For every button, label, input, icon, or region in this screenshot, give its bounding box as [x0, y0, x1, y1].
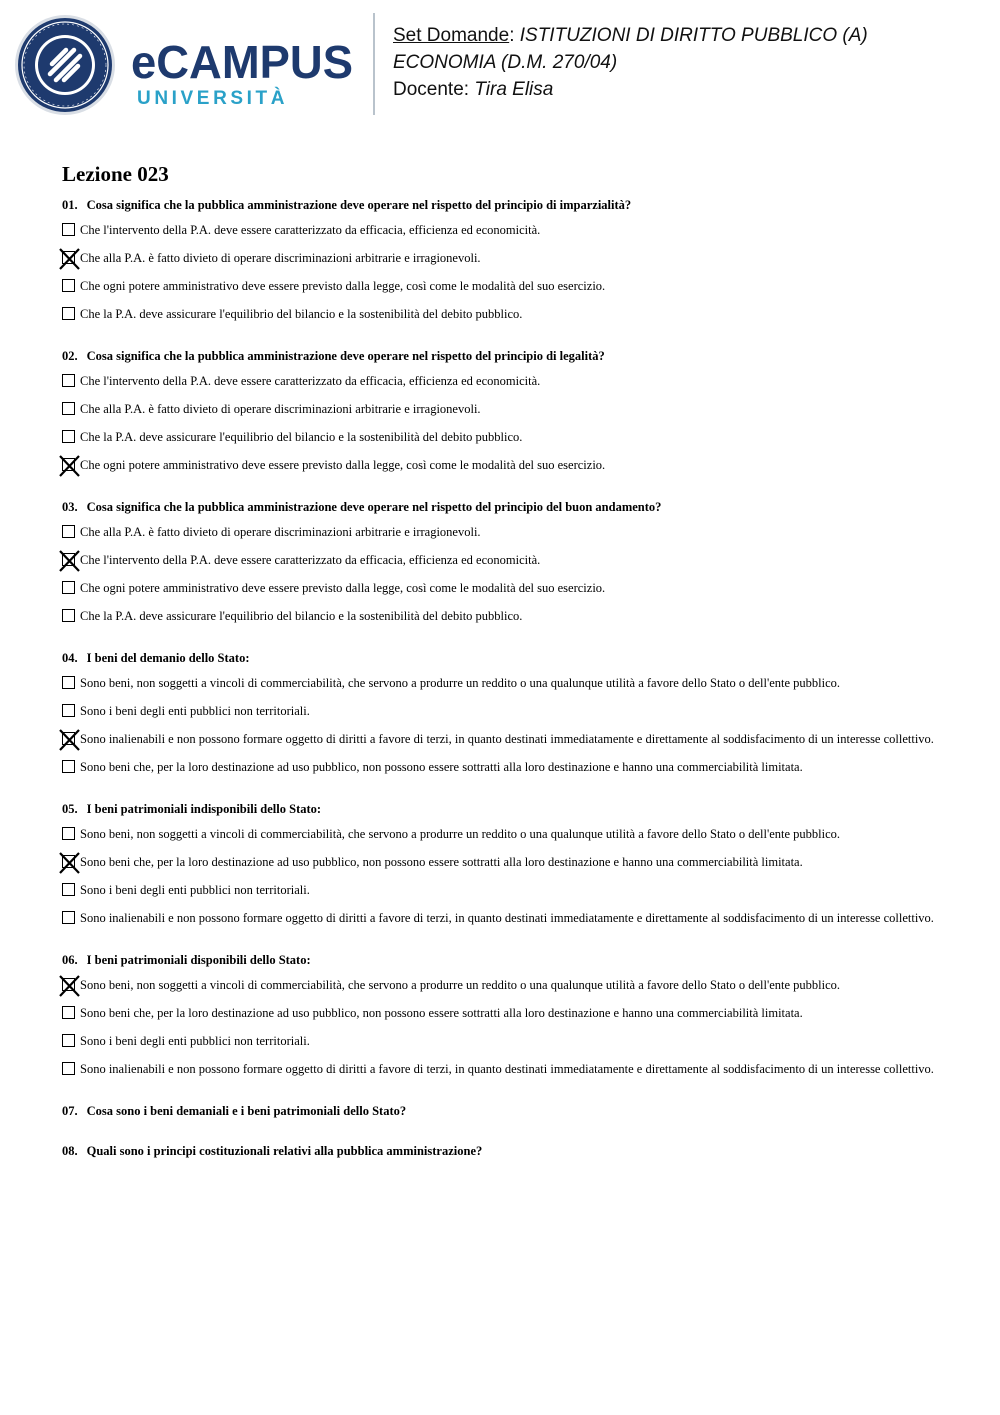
answer-option[interactable]	[62, 731, 992, 759]
answer-text: Che l'intervento della P.A. deve essere caratterizzato da efficacia, efficienza ed economicità.	[80, 223, 541, 237]
teacher-line	[393, 76, 983, 103]
teacher-name: Tira Elisa	[474, 79, 554, 100]
answer-text: Sono i beni degli enti pubblici non territoriali.	[80, 1034, 310, 1048]
course-line-2: ECONOMIA (D.M. 270/04)	[393, 52, 618, 73]
question-number: 03.	[62, 500, 78, 514]
checkbox-checked[interactable]	[62, 732, 75, 745]
checkbox[interactable]	[62, 430, 75, 443]
answer-text: Sono beni che, per la loro destinazione ad uso pubblico, non possono essere sottratti alla loro destinazione e hanno una commerciabilità limitata.	[80, 760, 803, 774]
answer-text: Che alla P.A. è fatto divieto di operare discriminazioni arbitrarie e irragionevoli.	[80, 402, 481, 416]
question-text: I beni patrimoniali disponibili dello Stato:	[86, 953, 311, 967]
checkbox[interactable]	[62, 223, 75, 236]
question-spacer	[62, 938, 992, 951]
answer-option[interactable]	[62, 910, 992, 938]
answer-text: Sono i beni degli enti pubblici non territoriali.	[80, 704, 310, 718]
question-number: 06.	[62, 953, 78, 967]
x-mark-icon	[58, 974, 81, 998]
question-title	[62, 347, 992, 365]
checkbox[interactable]	[62, 827, 75, 840]
question-spacer	[62, 1089, 992, 1102]
question-spacer	[62, 485, 992, 498]
question-number: 05.	[62, 802, 78, 816]
answer-text: Che alla P.A. è fatto divieto di operare discriminazioni arbitrarie e irragionevoli.	[80, 525, 481, 539]
lesson-title: Lezione 023	[62, 162, 169, 186]
brand-name: eCAMPUS	[131, 38, 353, 84]
answer-option[interactable]	[62, 524, 992, 552]
checkbox-checked[interactable]	[62, 553, 75, 566]
answer-text: Che la P.A. deve assicurare l'equilibrio del bilancio e la sostenibilità del debito pubblico.	[80, 609, 523, 623]
question-text: Quali sono i principi costituzionali relativi alla pubblica amministrazione?	[86, 1144, 483, 1158]
x-mark-icon	[58, 454, 81, 478]
checkbox[interactable]	[62, 760, 75, 773]
answer-text: Sono beni, non soggetti a vincoli di commerciabilità, che servono a produrre un reddito o una qualunque utilità a favore dello Stato o dell'ente pubblico.	[80, 676, 841, 690]
checkbox[interactable]	[62, 374, 75, 387]
question-title	[62, 498, 992, 516]
answer-option[interactable]	[62, 882, 992, 910]
checkbox[interactable]	[62, 911, 75, 924]
question	[62, 347, 992, 498]
question-number: 02.	[62, 349, 78, 363]
answer-text: Sono i beni degli enti pubblici non territoriali.	[80, 883, 310, 897]
x-mark-icon	[58, 728, 81, 752]
checkbox-checked[interactable]	[62, 251, 75, 264]
question-title	[62, 649, 992, 667]
answer-option[interactable]	[62, 429, 992, 457]
question	[62, 951, 992, 1102]
x-mark-icon	[58, 247, 81, 271]
answer-text: Sono inalienabili e non possono formare oggetto di diritti a favore di terzi, in quanto destinati immediatamente e direttamente al soddisfacimento di un interesse collettivo.	[80, 911, 934, 925]
course-info	[393, 22, 983, 103]
course-line-1: Set Domande: ISTITUZIONI DI DIRITTO PUBBLICO (A)	[393, 25, 868, 46]
checkbox[interactable]	[62, 883, 75, 896]
university-seal-logo	[14, 14, 116, 116]
checkbox[interactable]	[62, 402, 75, 415]
answer-text: Che l'intervento della P.A. deve essere caratterizzato da efficacia, efficienza ed economicità.	[80, 553, 541, 567]
question	[62, 196, 992, 347]
question-spacer	[62, 334, 992, 347]
checkbox-checked[interactable]	[62, 458, 75, 471]
answer-option[interactable]	[62, 306, 992, 334]
answer-option[interactable]	[62, 580, 992, 608]
checkbox[interactable]	[62, 279, 75, 292]
answer-text: Che la P.A. deve assicurare l'equilibrio del bilancio e la sostenibilità del debito pubblico.	[80, 430, 523, 444]
question-title	[62, 1102, 992, 1120]
answer-option[interactable]	[62, 250, 992, 278]
checkbox[interactable]	[62, 609, 75, 622]
answer-text: Che l'intervento della P.A. deve essere caratterizzato da efficacia, efficienza ed economicità.	[80, 374, 541, 388]
answer-option[interactable]	[62, 826, 992, 854]
checkbox-checked[interactable]	[62, 855, 75, 868]
question-title	[62, 800, 992, 818]
answer-option[interactable]	[62, 854, 992, 882]
checkbox[interactable]	[62, 1006, 75, 1019]
question	[62, 1142, 992, 1160]
answer-text: Che la P.A. deve assicurare l'equilibrio del bilancio e la sostenibilità del debito pubblico.	[80, 307, 523, 321]
question-number: 01.	[62, 198, 78, 212]
question-title	[62, 196, 992, 214]
checkbox[interactable]	[62, 307, 75, 320]
teacher-label: Docente:	[393, 79, 470, 100]
checkbox[interactable]	[62, 1062, 75, 1075]
answer-option[interactable]	[62, 222, 992, 250]
question-title	[62, 1142, 992, 1160]
question	[62, 498, 992, 649]
answer-option[interactable]	[62, 703, 992, 731]
question-spacer	[62, 636, 992, 649]
answer-text: Che ogni potere amministrativo deve essere previsto dalla legge, così come le modalità del suo esercizio.	[80, 279, 606, 293]
question-text: Cosa significa che la pubblica amministrazione deve operare nel rispetto del principio di legalità?	[86, 349, 605, 363]
answer-text: Sono inalienabili e non possono formare oggetto di diritti a favore di terzi, in quanto destinati immediatamente e direttamente al soddisfacimento di un interesse collettivo.	[80, 1062, 934, 1076]
answer-text: Sono beni, non soggetti a vincoli di commerciabilità, che servono a produrre un reddito o una qualunque utilità a favore dello Stato o dell'ente pubblico.	[80, 827, 841, 841]
answer-option[interactable]	[62, 401, 992, 429]
question-title	[62, 951, 992, 969]
question-spacer	[62, 787, 992, 800]
question-text: I beni patrimoniali indisponibili dello Stato:	[86, 802, 322, 816]
answer-option[interactable]	[62, 675, 992, 703]
answer-option[interactable]	[62, 759, 992, 787]
answer-option[interactable]	[62, 373, 992, 401]
checkbox[interactable]	[62, 676, 75, 689]
answer-text: Sono beni, non soggetti a vincoli di commerciabilità, che servono a produrre un reddito o una qualunque utilità a favore dello Stato o dell'ente pubblico.	[80, 978, 841, 992]
ecampus-wordmark	[131, 38, 356, 84]
answer-option[interactable]	[62, 457, 992, 485]
question-text: Cosa significa che la pubblica amministrazione deve operare nel rispetto del principio del buon andamento?	[86, 500, 662, 514]
question	[62, 1102, 992, 1120]
answer-text: Sono inalienabili e non possono formare oggetto di diritti a favore di terzi, in quanto destinati immediatamente e direttamente al soddisfacimento di un interesse collettivo.	[80, 732, 934, 746]
question-number: 07.	[62, 1104, 78, 1118]
answer-text: Che ogni potere amministrativo deve essere previsto dalla legge, così come le modalità del suo esercizio.	[80, 581, 606, 595]
answer-text: Sono beni che, per la loro destinazione ad uso pubblico, non possono essere sottratti alla loro destinazione e hanno una commerciabilità limitata.	[80, 1006, 803, 1020]
set-label: Set Domande	[393, 25, 510, 46]
answer-option[interactable]	[62, 1033, 992, 1061]
checkbox[interactable]	[62, 1034, 75, 1047]
answer-option[interactable]	[62, 608, 992, 636]
x-mark-icon	[58, 851, 81, 875]
question-number: 04.	[62, 651, 78, 665]
answer-text: Che alla P.A. è fatto divieto di operare discriminazioni arbitrarie e irragionevoli.	[80, 251, 481, 265]
x-mark-icon	[58, 549, 81, 573]
question-list	[62, 196, 992, 1182]
answer-text: Che ogni potere amministrativo deve essere previsto dalla legge, così come le modalità del suo esercizio.	[80, 458, 606, 472]
question	[62, 800, 992, 951]
answer-text: Sono beni che, per la loro destinazione ad uso pubblico, non possono essere sottratti alla loro destinazione e hanno una commerciabilità limitata.	[80, 855, 803, 869]
answer-option[interactable]	[62, 977, 992, 1005]
checkbox-checked[interactable]	[62, 978, 75, 991]
checkbox[interactable]	[62, 704, 75, 717]
answer-option[interactable]	[62, 1005, 992, 1033]
checkbox[interactable]	[62, 525, 75, 538]
checkbox[interactable]	[62, 581, 75, 594]
question-number: 08.	[62, 1144, 78, 1158]
brand-subtitle: UNIVERSITÀ	[137, 88, 289, 109]
question-text: I beni del demanio dello Stato:	[86, 651, 250, 665]
question-text: Cosa sono i beni demaniali e i beni patrimoniali dello Stato?	[86, 1104, 407, 1118]
course-title: ISTITUZIONI DI DIRITTO PUBBLICO (A)	[519, 25, 868, 46]
page-header	[0, 0, 1000, 130]
answer-option[interactable]	[62, 552, 992, 580]
question-text: Cosa significa che la pubblica amministrazione deve operare nel rispetto del principio di imparzialità?	[86, 198, 632, 212]
question	[62, 649, 992, 800]
answer-option[interactable]	[62, 1061, 992, 1089]
header-divider	[373, 13, 375, 115]
answer-option[interactable]	[62, 278, 992, 306]
